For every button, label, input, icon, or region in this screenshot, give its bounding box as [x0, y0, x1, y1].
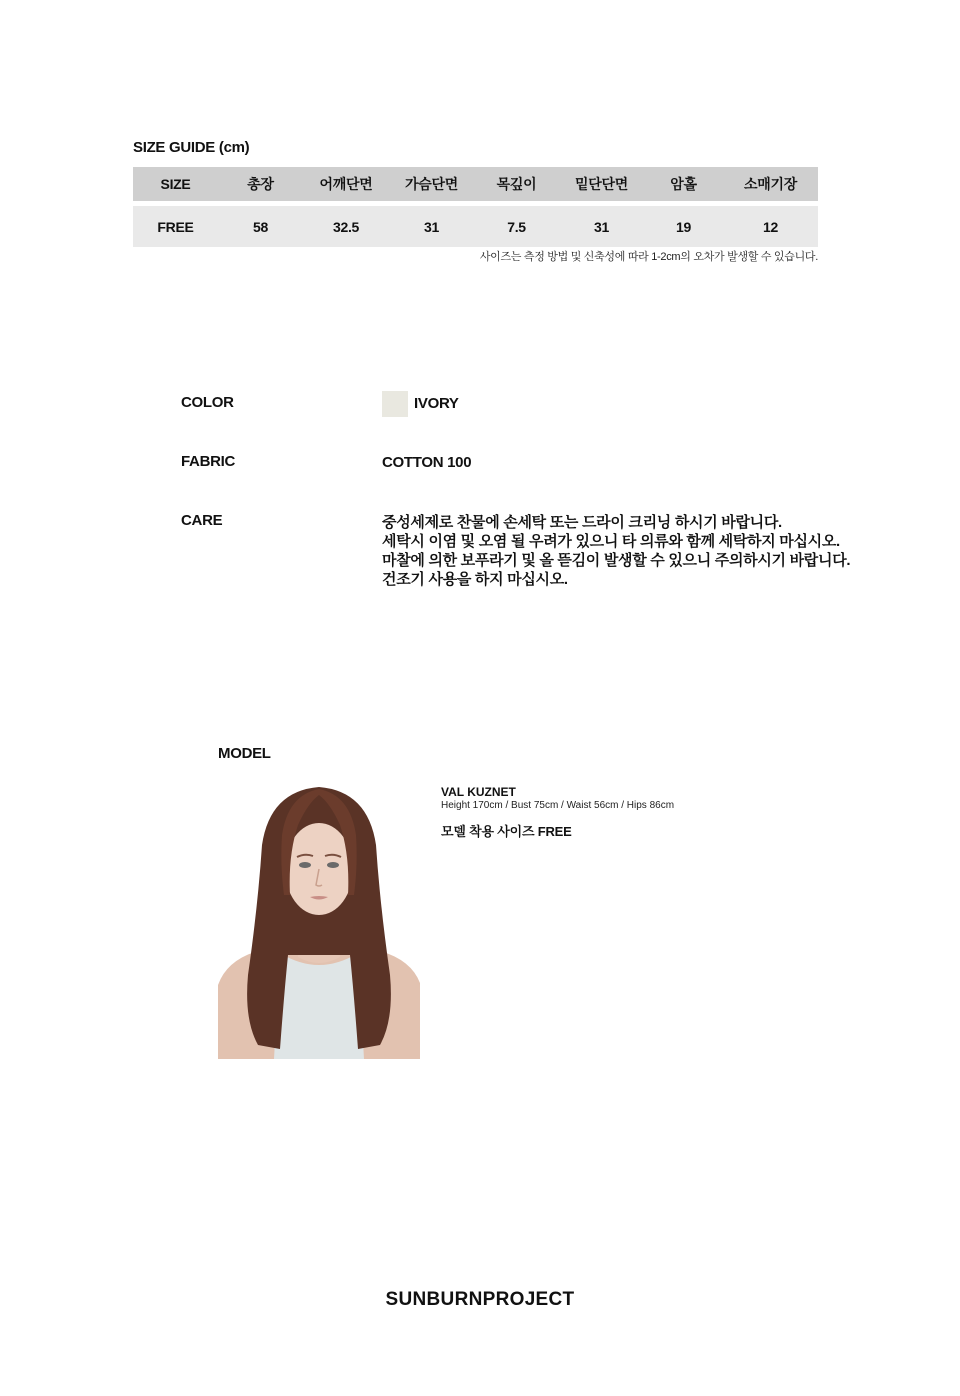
size-value-cell: 31 — [594, 218, 609, 235]
model-stats: Height 170cm / Bust 75cm / Waist 56cm / Hips 86cm — [441, 800, 675, 811]
size-value-cell: 58 — [253, 218, 268, 235]
size-value-cell: 12 — [763, 218, 778, 235]
size-value-cell: 7.5 — [507, 218, 526, 235]
color-value: IVORY — [414, 395, 459, 412]
size-header-cell: 암홀 — [670, 176, 697, 192]
size-table-header-row — [133, 167, 818, 201]
size-header-cell: SIZE — [160, 176, 191, 192]
size-header-cell: 총장 — [247, 176, 274, 192]
size-guide-title: SIZE GUIDE (cm) — [133, 139, 250, 156]
size-value-cell: FREE — [157, 218, 194, 235]
size-header-cell: 가슴단면 — [405, 176, 458, 192]
care-line: 건조기 사용을 하지 마십시오. — [382, 571, 568, 588]
care-instructions — [382, 513, 850, 589]
size-table-row — [133, 206, 818, 247]
size-header-cell: 목깊이 — [496, 176, 537, 192]
care-line: 중성세제로 찬물에 손세탁 또는 드라이 크리닝 하시기 바랍니다. — [382, 514, 782, 531]
fabric-value: COTTON 100 — [382, 454, 472, 471]
size-table — [133, 167, 818, 247]
size-header-cell: 소매기장 — [744, 176, 797, 192]
model-photo — [218, 785, 420, 1059]
model-name: VAL KUZNET — [441, 785, 516, 799]
care-label: CARE — [181, 512, 223, 529]
color-label: COLOR — [181, 394, 234, 411]
care-line: 세탁시 이염 및 오염 될 우려가 있으니 타 의류와 함께 세탁하지 마십시오. — [382, 533, 840, 550]
care-line: 마찰에 의한 보푸라기 및 올 뜯김이 발생할 수 있으니 주의하시기 바랍니다. — [382, 552, 851, 569]
size-value-cell: 32.5 — [332, 218, 360, 235]
size-header-cell: 밑단단면 — [575, 176, 628, 192]
size-note: 사이즈는 측정 방법 및 신축성에 따라 1-2cm의 오차가 발생할 수 있습니다. — [479, 251, 818, 263]
brand-logo: SUNBURNPROJECT — [385, 1289, 575, 1310]
model-fit-size: 모델 착용 사이즈 FREE — [441, 824, 572, 839]
model-title: MODEL — [218, 745, 271, 762]
size-value-cell: 19 — [676, 218, 691, 235]
fabric-label: FABRIC — [181, 453, 236, 470]
size-header-cell: 어깨단면 — [319, 176, 373, 192]
color-swatch — [382, 391, 408, 417]
size-value-cell: 31 — [424, 218, 439, 235]
